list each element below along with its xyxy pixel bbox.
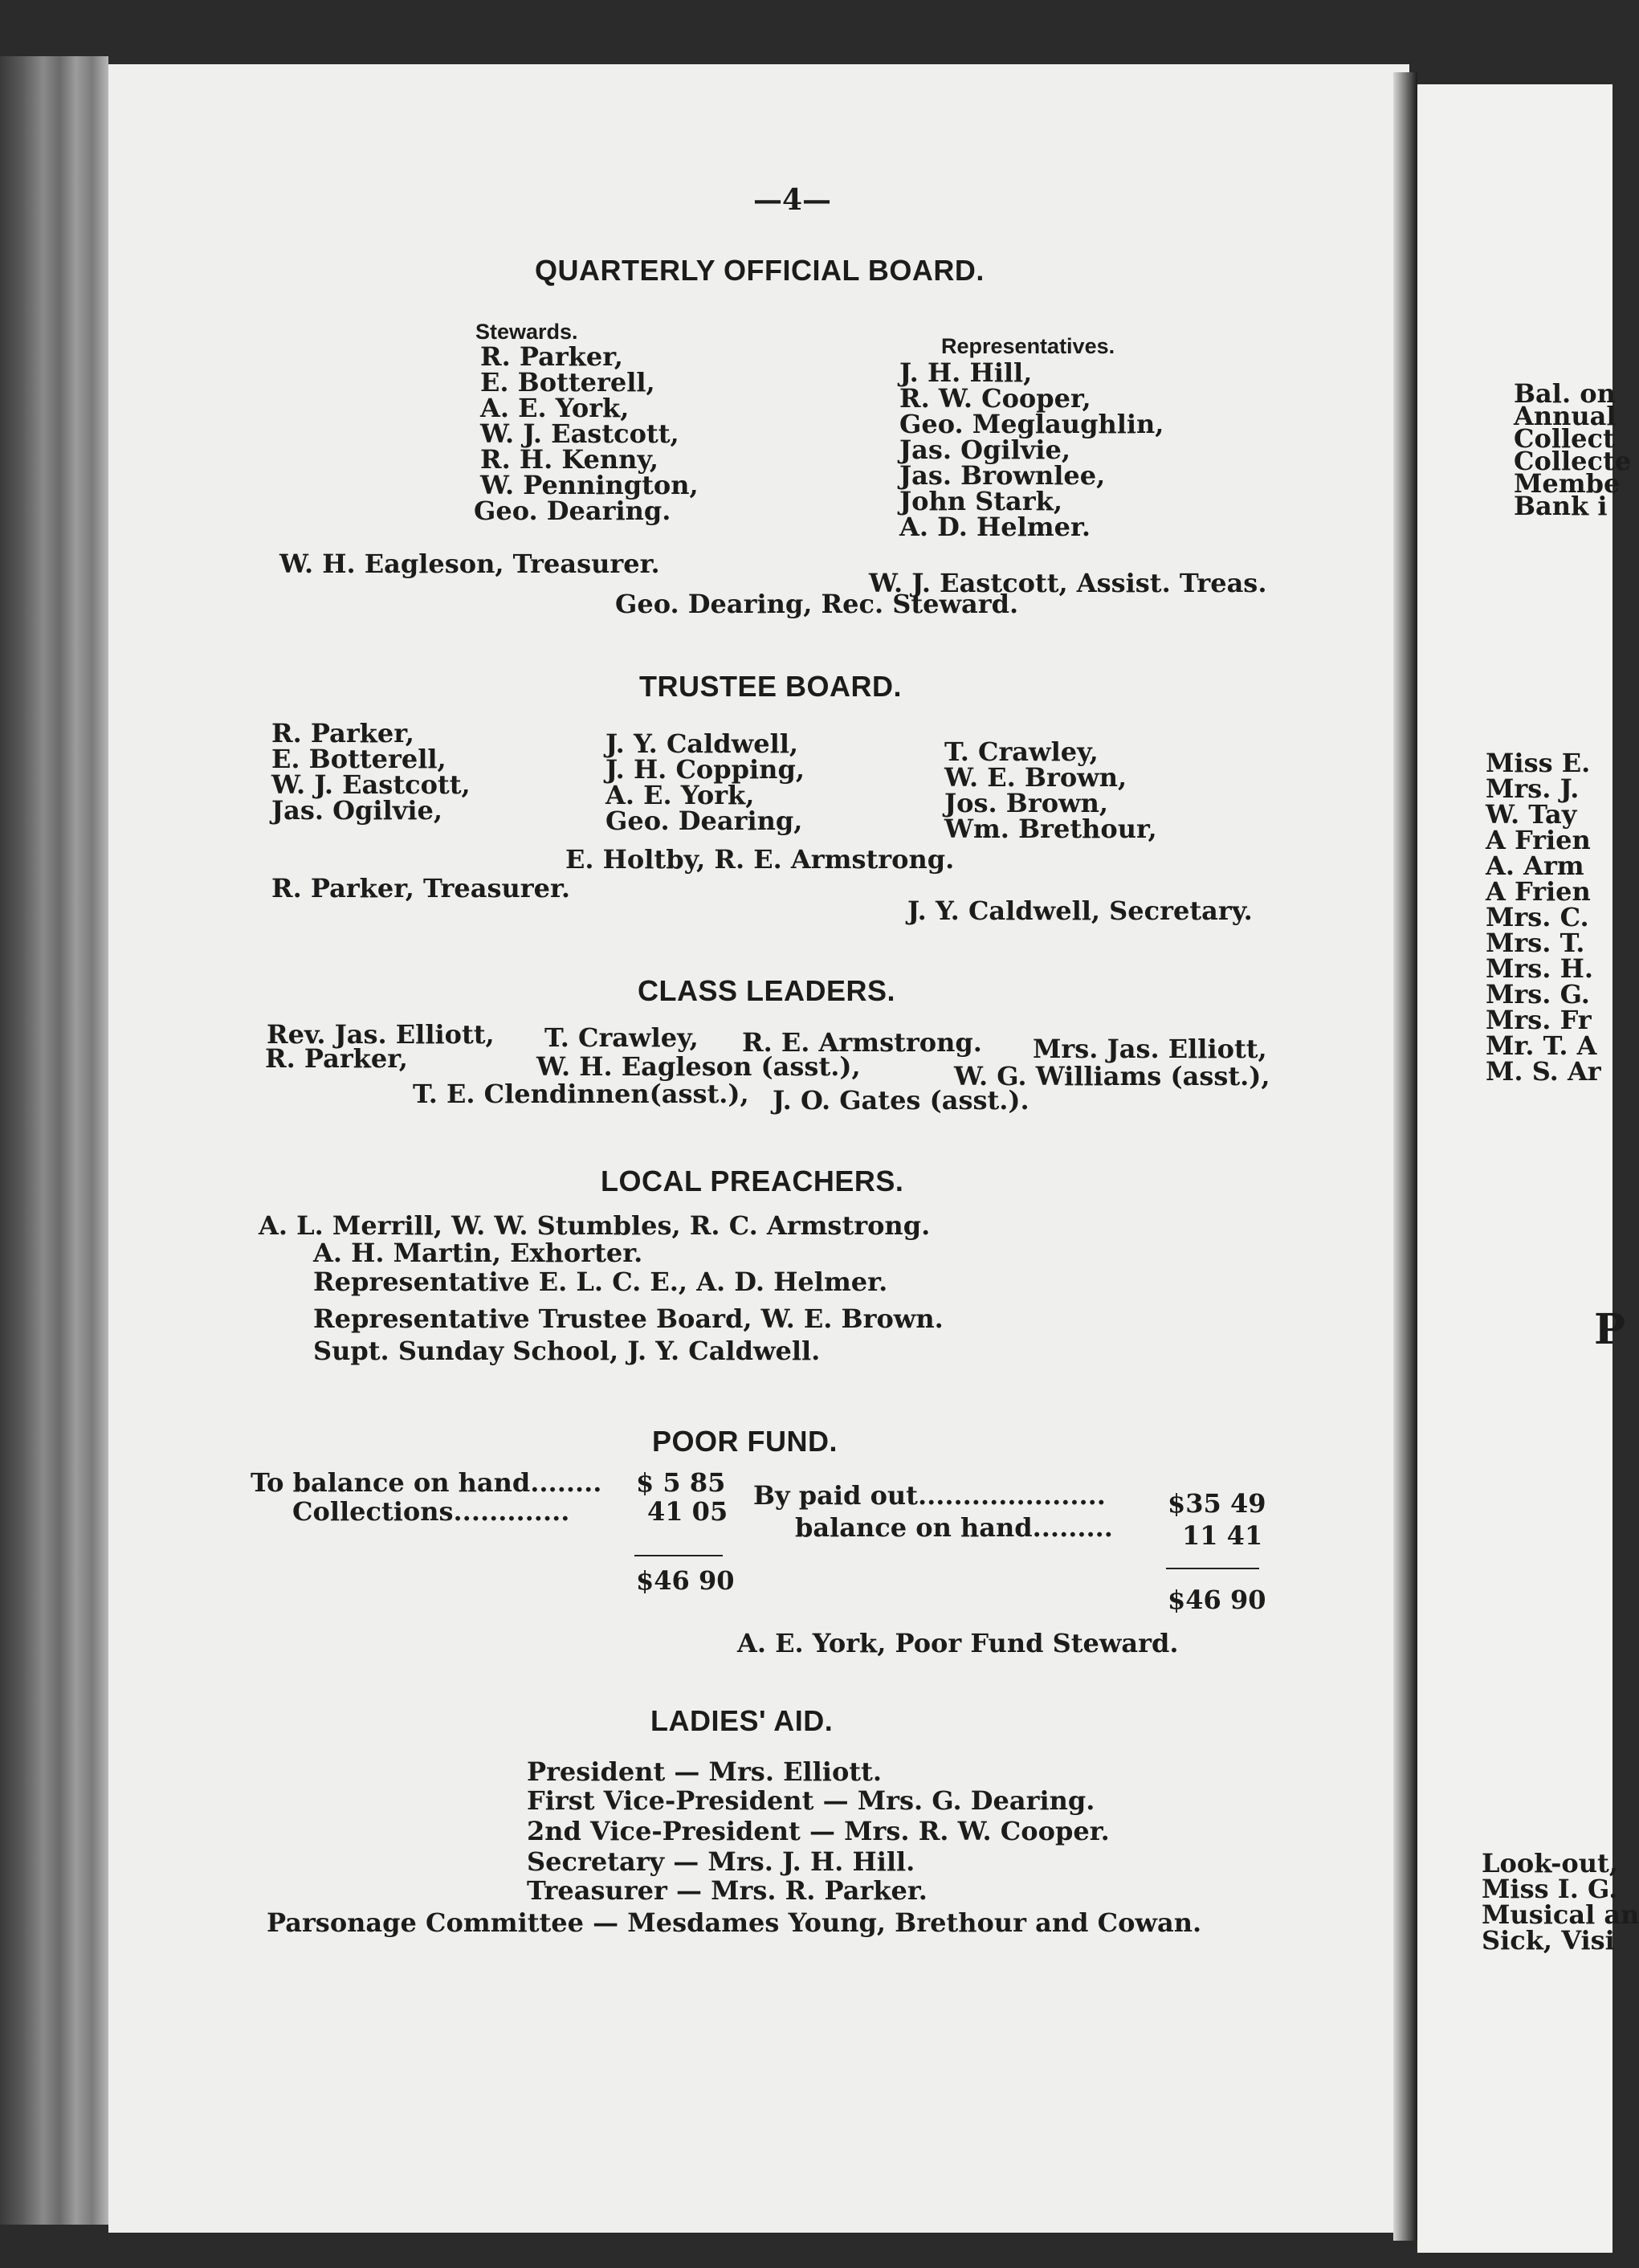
class-leader: Rev. Jas. Elliott, xyxy=(267,1019,495,1050)
page-number: —4— xyxy=(753,183,832,217)
right-page-fragment: Miss E. xyxy=(1486,748,1591,778)
right-page-fragment: A Frien xyxy=(1486,876,1591,907)
representative-name: John Stark, xyxy=(899,486,1062,516)
right-page-fragment: Bal. on xyxy=(1514,378,1616,409)
quarterly-board-heading: QUARTERLY OFFICIAL BOARD. xyxy=(535,254,985,287)
trustee-name: Wm. Brethour, xyxy=(944,814,1157,844)
trustee-name: W. J. Eastcott, xyxy=(271,769,471,800)
steward-name: W. J. Eastcott, xyxy=(480,418,679,449)
ladies-aid-heading: LADIES' AID. xyxy=(650,1704,834,1737)
poor-fund-right-label: By paid out..................... xyxy=(753,1480,1106,1511)
trustee-board-heading: TRUSTEE BOARD. xyxy=(639,670,903,703)
representative-name: Jas. Brownlee, xyxy=(899,460,1106,491)
poor-fund-left-rule xyxy=(634,1555,723,1556)
ladies-aid-line: 2nd Vice-President — Mrs. R. W. Cooper. xyxy=(527,1816,1110,1846)
right-page-fragment: Look-out, xyxy=(1482,1848,1618,1878)
right-page-fragment: Mrs. G. xyxy=(1486,979,1590,1010)
poor-fund-right-label: balance on hand......... xyxy=(795,1512,1113,1543)
right-page-fragment: Sick, Visi xyxy=(1482,1925,1615,1956)
right-page-heading-fragment: P xyxy=(1594,1305,1626,1354)
poor-fund-right-total: $46 90 xyxy=(1168,1585,1266,1615)
right-page-fragment: Mrs. H. xyxy=(1486,953,1593,984)
class-leader: Mrs. Jas. Elliott, xyxy=(1033,1034,1267,1064)
page-gutter xyxy=(1393,72,1417,2241)
trustee-name: A. E. York, xyxy=(605,780,755,810)
stewards-list xyxy=(474,341,699,526)
steward-name: W. Pennington, xyxy=(480,470,699,500)
ladies-aid-line: Treasurer — Mrs. R. Parker. xyxy=(527,1875,928,1906)
right-page-fragment: M. S. Ar xyxy=(1486,1056,1601,1087)
class-leader: T. E. Clendinnen(asst.), xyxy=(413,1079,749,1109)
steward-name: R. H. Kenny, xyxy=(480,444,659,475)
trustee-name: E. Botterell, xyxy=(271,744,446,774)
trustee-last-line: E. Holtby, R. E. Armstrong. xyxy=(565,844,955,875)
trustee-name: J. H. Copping, xyxy=(605,754,805,785)
representatives-label: Representatives. xyxy=(941,334,1115,358)
representative-name: Geo. Meglaughlin, xyxy=(899,409,1164,439)
poor-fund-heading: POOR FUND. xyxy=(652,1425,838,1458)
right-page-fragment: Mrs. C. xyxy=(1486,902,1589,932)
preacher-line: Supt. Sunday School, J. Y. Caldwell. xyxy=(313,1336,821,1366)
class-leader: W. G. Williams (asst.), xyxy=(954,1061,1270,1091)
trustee-name: R. Parker, xyxy=(271,718,414,749)
right-page-fragment: Miss I. G. xyxy=(1482,1874,1618,1904)
assistant-treasurer: W. J. Eastcott, Assist. Treas. xyxy=(869,568,1267,598)
right-page-fragment: Collect xyxy=(1514,423,1615,454)
trustees-col-3 xyxy=(944,736,1157,844)
steward-name: Geo. Dearing. xyxy=(474,496,671,526)
right-page-fragment: A. Arm xyxy=(1486,850,1584,881)
steward-name: E. Botterell, xyxy=(480,367,655,398)
poor-fund-left-amount: 41 05 xyxy=(647,1496,728,1527)
trustee-name: Geo. Dearing, xyxy=(605,806,803,836)
poor-fund-right-amount: 11 41 xyxy=(1182,1520,1263,1551)
ladies-aid-line: President — Mrs. Elliott. xyxy=(527,1756,882,1787)
ladies-aid-line: Secretary — Mrs. J. H. Hill. xyxy=(527,1846,915,1877)
ladies-aid-line: First Vice-President — Mrs. G. Dearing. xyxy=(527,1785,1095,1816)
representative-name: A. D. Helmer. xyxy=(899,512,1091,542)
preacher-line: A. H. Martin, Exhorter. xyxy=(313,1238,643,1268)
trustee-name: J. Y. Caldwell, xyxy=(605,728,799,759)
poor-fund-steward: A. E. York, Poor Fund Steward. xyxy=(737,1628,1179,1658)
preacher-line: A. L. Merrill, W. W. Stumbles, R. C. Armstrong. xyxy=(259,1210,931,1241)
trustee-name: T. Crawley, xyxy=(944,736,1099,767)
board-treasurer: W. H. Eagleson, Treasurer. xyxy=(279,549,660,579)
right-page-fragment: Musical an xyxy=(1482,1899,1639,1930)
right-page-fragment: Annual xyxy=(1514,401,1617,431)
right-page-fragment: W. Tay xyxy=(1486,799,1577,830)
right-page-fragment: Mrs. T. xyxy=(1486,928,1585,958)
poor-fund-left-label: Collections............. xyxy=(292,1496,570,1527)
trustee-name: Jos. Brown, xyxy=(944,788,1108,818)
trustee-secretary: J. Y. Caldwell, Secretary. xyxy=(907,895,1253,926)
class-leader: J. O. Gates (asst.). xyxy=(773,1085,1029,1116)
right-page-fragment: Collecte xyxy=(1514,446,1632,476)
right-page-fragment: Mrs. J. xyxy=(1486,773,1580,804)
right-page-fragment: Membe xyxy=(1514,468,1621,499)
local-preachers-heading: LOCAL PREACHERS. xyxy=(601,1165,904,1197)
poor-fund-left-total: $46 90 xyxy=(636,1565,735,1596)
representative-name: Jas. Ogilvie, xyxy=(899,434,1070,465)
preacher-line: Representative E. L. C. E., A. D. Helmer. xyxy=(313,1267,888,1297)
representatives-list xyxy=(899,357,1164,542)
class-leader: R. Parker, xyxy=(265,1043,408,1074)
poor-fund-right-rule xyxy=(1166,1568,1259,1569)
right-page-fragment: Mr. T. A xyxy=(1486,1030,1597,1061)
poor-fund-left-label: To balance on hand........ xyxy=(251,1467,602,1498)
steward-name: A. E. York, xyxy=(480,393,630,423)
book-spine xyxy=(0,56,108,2225)
steward-name: R. Parker, xyxy=(480,341,623,372)
class-leaders-heading: CLASS LEADERS. xyxy=(638,974,896,1007)
trustees-col-1 xyxy=(271,718,471,826)
right-page-fragment: Mrs. Fr xyxy=(1486,1005,1592,1035)
trustee-name: Jas. Ogilvie, xyxy=(271,795,442,826)
class-leader: R. E. Armstrong. xyxy=(742,1027,982,1058)
right-page-fragment: A Frien xyxy=(1486,825,1591,855)
stewards-label: Stewards. xyxy=(475,320,578,344)
poor-fund-left-amount: $ 5 85 xyxy=(636,1467,726,1498)
class-leader: T. Crawley, xyxy=(544,1022,699,1053)
representative-name: J. H. Hill, xyxy=(899,357,1033,388)
poor-fund-right-amount: $35 49 xyxy=(1168,1488,1266,1519)
class-leader: W. H. Eagleson (asst.), xyxy=(536,1051,861,1082)
trustee-treasurer: R. Parker, Treasurer. xyxy=(271,873,571,904)
trustees-col-2 xyxy=(605,728,805,836)
right-page-fragment: Bank i xyxy=(1514,491,1608,521)
preacher-line: Representative Trustee Board, W. E. Brown. xyxy=(313,1303,944,1334)
trustee-name: W. E. Brown, xyxy=(944,762,1127,793)
recording-steward: Geo. Dearing, Rec. Steward. xyxy=(615,589,1019,619)
representative-name: R. W. Cooper, xyxy=(899,383,1091,414)
right-page xyxy=(1417,84,1639,2253)
parsonage-committee: Parsonage Committee — Mesdames Young, Brethour and Cowan. xyxy=(267,1907,1202,1938)
